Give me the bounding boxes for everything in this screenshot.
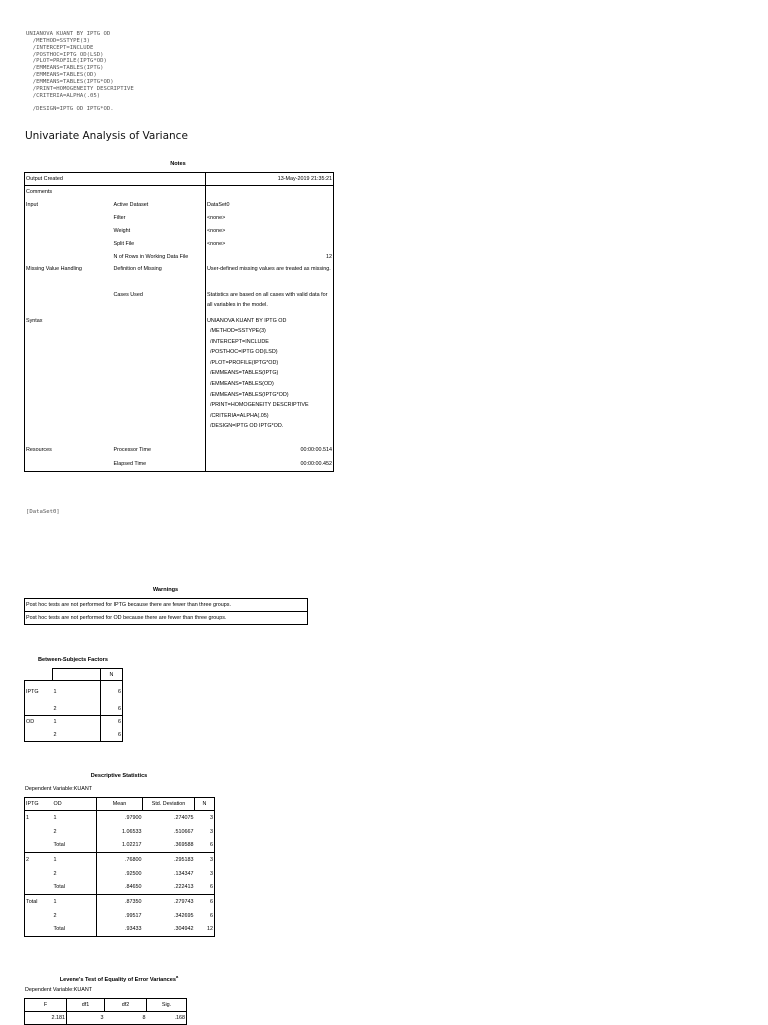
- level-label: 1: [53, 681, 101, 703]
- notes-label: [25, 290, 113, 316]
- cell-mean: .99517: [97, 909, 143, 923]
- cell-od: 2: [53, 828, 57, 835]
- cell-iptg: [25, 867, 53, 881]
- level-label: 2: [53, 705, 57, 712]
- notes-sublabel: [113, 316, 206, 444]
- cell-sd: .295183: [143, 853, 195, 867]
- notes-label: Input: [26, 202, 38, 208]
- cell-sd: .342695: [174, 912, 194, 919]
- levene-f: 2.181: [51, 1015, 65, 1021]
- table-row: [25, 895, 215, 909]
- cell-n: 3: [195, 853, 215, 867]
- notes-sublabel: Active Dataset: [113, 202, 149, 208]
- cell-sd: .369588: [174, 842, 194, 849]
- table-row: [25, 825, 215, 839]
- cell-mean: .84650: [97, 881, 143, 895]
- cell-n: 6: [210, 842, 213, 849]
- cell-mean: 1.06533: [97, 825, 143, 839]
- notes-sublabel: Processor Time: [113, 447, 151, 453]
- col-header: F: [43, 1002, 48, 1008]
- notes-sublabel: [113, 186, 206, 199]
- levene-title-text: Levene's Test of Equality of Error Variances: [59, 976, 176, 983]
- cell-sd: .134347: [174, 870, 194, 877]
- dataset-tag: [DataSet0]: [26, 509, 60, 515]
- n-value: 6: [101, 703, 123, 716]
- notes-label: Resources: [26, 447, 52, 453]
- table-row: [25, 923, 215, 937]
- cell-mean: .92500: [97, 867, 143, 881]
- cell-mean: .87350: [97, 895, 143, 909]
- warning-line: Post hoc tests are not performed for IPTG because there are fewer than three groups.: [26, 602, 231, 608]
- footnote-mark: a: [176, 974, 179, 979]
- col-header: df1: [67, 999, 105, 1012]
- cell-od: Total: [53, 884, 65, 891]
- warnings-table: [24, 598, 308, 625]
- descriptive-title: Descriptive Statistics: [90, 773, 148, 779]
- cell-od: 1: [53, 895, 97, 909]
- n-header: N: [101, 669, 123, 681]
- col-header: Sig.: [147, 999, 187, 1012]
- n-value: 6: [101, 729, 123, 742]
- cell-mean: .97900: [97, 811, 143, 825]
- cell-sd: .304942: [174, 926, 194, 933]
- cell-od: Total: [53, 926, 65, 933]
- factor-label: IPTG: [25, 681, 53, 703]
- cell-n: 3: [210, 814, 213, 821]
- notes-value: 13-May-2019 21:35:21: [206, 173, 334, 186]
- table-row: [25, 909, 215, 923]
- notes-value: <none>: [206, 212, 334, 225]
- cell-mean: 1.02217: [97, 839, 143, 853]
- notes-value: <none>: [206, 238, 334, 251]
- cell-od: 2: [53, 870, 57, 877]
- notes-sublabel: Weight: [113, 228, 131, 234]
- factor-label: OD: [25, 716, 53, 729]
- col-header: Mean: [97, 798, 143, 811]
- col-header: OD: [53, 801, 62, 807]
- level-label: 2: [53, 731, 57, 738]
- cell-mean: .76800: [97, 853, 143, 867]
- notes-value: 00:00:00.452: [206, 457, 334, 472]
- page-title: Univariate Analysis of Variance: [25, 130, 188, 142]
- cell-sd: .510667: [174, 828, 194, 835]
- notes-label: [25, 457, 113, 472]
- cell-n: 6: [210, 912, 213, 919]
- notes-value: 12: [206, 251, 334, 264]
- notes-sublabel: Definition of Missing: [113, 265, 162, 272]
- cell-iptg: [25, 881, 53, 895]
- factor-label: [25, 729, 53, 742]
- col-header: Std. Deviation: [143, 798, 195, 811]
- col-header: df2: [105, 999, 147, 1012]
- cell-od: 1: [53, 853, 97, 867]
- table-row: [25, 853, 215, 867]
- cell-iptg: [25, 825, 53, 839]
- dependent-variable-label: Dependent Variable:KUANT: [25, 987, 93, 993]
- cell-sd: .274075: [174, 814, 194, 821]
- notes-sublabel: Cases Used: [113, 291, 143, 298]
- table-row: [25, 839, 215, 853]
- factor-label: [25, 703, 53, 716]
- notes-label: [25, 251, 113, 264]
- notes-label: Output Created: [26, 176, 63, 182]
- notes-value: 00:00:00.514: [206, 444, 334, 457]
- table-row: [25, 811, 215, 825]
- cell-n: 6: [210, 884, 213, 891]
- cell-iptg: Total: [25, 895, 53, 909]
- between-subjects-table: [24, 668, 123, 742]
- cell-iptg: 2: [25, 853, 53, 867]
- notes-sublabel: Split File: [113, 241, 135, 247]
- cell-n: 12: [207, 926, 213, 933]
- levene-table: [24, 998, 187, 1025]
- notes-label: Comments: [26, 189, 53, 196]
- warnings-title: Warnings: [152, 587, 179, 593]
- col-header: N: [195, 798, 215, 811]
- notes-value: Statistics are based on all cases with valid data for all variables in the model.: [206, 290, 334, 316]
- notes-title: Notes: [170, 161, 186, 167]
- notes-value: [206, 186, 334, 199]
- warning-line: Post hoc tests are not performed for OD because there are fewer than three groups.: [26, 615, 227, 621]
- notes-label: [25, 238, 113, 251]
- notes-label: [25, 212, 113, 225]
- notes-label: Missing Value Handling: [26, 265, 82, 272]
- levene-sig: .168: [174, 1015, 185, 1021]
- n-value: 6: [101, 716, 123, 729]
- cell-n: 3: [210, 870, 213, 877]
- cell-od: 2: [53, 912, 57, 919]
- n-value: 6: [101, 681, 123, 703]
- table-row: [25, 867, 215, 881]
- notes-table: [24, 172, 334, 472]
- notes-value: User-defined missing values are treated as missing.: [206, 264, 334, 290]
- cell-od: 1: [53, 814, 57, 821]
- dependent-variable-label: Dependent Variable:KUANT: [25, 786, 93, 792]
- between-subjects-title: Between-Subjects Factors: [38, 657, 108, 663]
- cell-n: 3: [210, 828, 213, 835]
- cell-iptg: [25, 909, 53, 923]
- notes-sublabel: N of Rows in Working Data File: [113, 254, 189, 260]
- cell-mean: .93433: [97, 923, 143, 937]
- levene-title: [24, 974, 214, 983]
- syntax-block: UNIANOVA KUANT BY IPTG OD /METHOD=SSTYPE(3) /INTERCEPT=INCLUDE /POSTHOC=IPTG OD(LSD) /PLOT=PROFILE(IPTG*OD) /EMMEANS=TABLES(IPTG) /EMMEANS=TABLES(OD) /EMMEANS=TABLES(IPTG*OD) /PRINT=HOMOGENEITY DESCRIPTIVE /CRITERIA=ALPHA(.05) /DESIGN=IPTG OD IPTG*OD.: [26, 31, 134, 113]
- notes-sublabel: [113, 173, 206, 186]
- cell-od: Total: [53, 842, 65, 849]
- notes-sublabel: Filter: [113, 215, 126, 221]
- levene-df2: 8: [142, 1015, 146, 1021]
- cell-iptg: [25, 839, 53, 853]
- descriptive-table: [24, 797, 215, 937]
- notes-value: DataSet0: [206, 199, 334, 212]
- levene-df1: 3: [67, 1012, 105, 1025]
- cell-n: 6: [195, 895, 215, 909]
- notes-label: Syntax: [26, 317, 43, 324]
- cell-sd: .279743: [143, 895, 195, 909]
- notes-value: <none>: [206, 225, 334, 238]
- cell-iptg: [25, 923, 53, 937]
- table-row: [25, 881, 215, 895]
- level-label: 1: [53, 716, 101, 729]
- cell-iptg: 1: [26, 814, 29, 821]
- cell-sd: .222413: [174, 884, 194, 891]
- col-header: IPTG: [26, 801, 39, 807]
- notes-sublabel: Elapsed Time: [113, 460, 147, 467]
- notes-label: [25, 225, 113, 238]
- notes-syntax-value: UNIANOVA KUANT BY IPTG OD /METHOD=SSTYPE(3) /INTERCEPT=INCLUDE /POSTHOC=IPTG OD(LSD) /PLOT=PROFILE(IPTG*OD) /EMMEANS=TABLES(IPTG) /EMMEANS=TABLES(OD) /EMMEANS=TABLES(IPTG*OD) /PRINT=HOMOGENEITY DESCRIPTIVE /CRITERIA=ALPHA(.05) /DESIGN=IPTG OD IPTG*OD.: [206, 316, 334, 444]
